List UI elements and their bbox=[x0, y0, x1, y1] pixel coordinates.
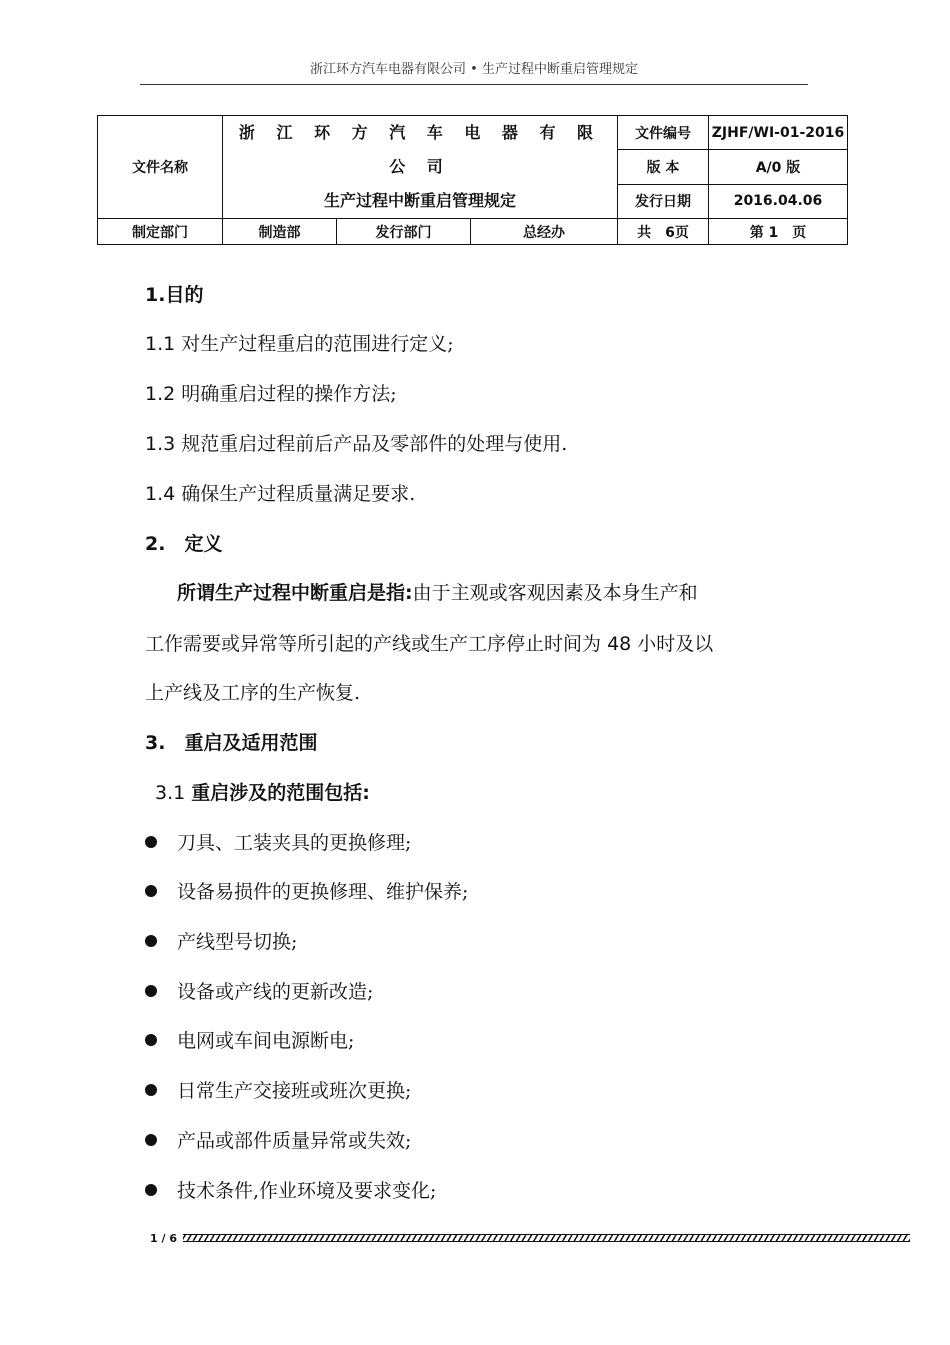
bullet-icon bbox=[145, 985, 157, 997]
definition-text-2b: 小时及以 bbox=[637, 633, 714, 655]
bullet-icon bbox=[145, 935, 157, 947]
running-header: 浙江环方汽车电器有限公司 • 生产过程中断重启管理规定 bbox=[140, 58, 808, 85]
dept-label: 制定部门 bbox=[98, 219, 223, 245]
list-item-text: 设备或产线的更新改造; bbox=[177, 981, 374, 1003]
doc-no-value: ZJHF/WI-01-2016 bbox=[709, 116, 848, 150]
list-item bbox=[145, 1177, 436, 1205]
item-1-1-text: 对生产过程重启的范围进行定义; bbox=[181, 333, 454, 355]
version-label: 版 本 bbox=[618, 150, 709, 184]
section-2-heading: 2. 定义 bbox=[145, 533, 223, 555]
document-info-table bbox=[97, 115, 848, 245]
list-item bbox=[145, 1127, 411, 1155]
doc-no-label: 文件编号 bbox=[618, 116, 709, 150]
list-item bbox=[145, 829, 411, 857]
section-3-heading: 3. 重启及适用范围 bbox=[145, 732, 318, 754]
bullet-icon bbox=[145, 1184, 157, 1196]
issuer-label: 发行部门 bbox=[337, 219, 471, 245]
section-1-heading: 1.目的 bbox=[145, 284, 204, 306]
item-1-3 bbox=[145, 430, 567, 458]
company-name: 浙 江 环 方 汽 车 电 器 有 限 公 司 bbox=[238, 123, 602, 176]
definition-line-1 bbox=[177, 579, 698, 607]
list-item-text: 产线型号切换; bbox=[177, 931, 298, 953]
item-1-3-number: 1.3 bbox=[145, 433, 176, 455]
definition-text-2a: 工作需要或异常等所引起的产线或生产工序停止时间为 bbox=[145, 633, 602, 655]
list-item bbox=[145, 1027, 354, 1055]
item-1-3-text: 规范重启过程前后产品及零部件的处理与使用. bbox=[181, 433, 568, 455]
item-3-1-number: 3.1 bbox=[155, 782, 186, 804]
item-3-1-text: 重启涉及的范围包括: bbox=[191, 782, 370, 804]
footer-hatch-rule bbox=[183, 1234, 910, 1242]
definition-text-1: 由于主观或客观因素及本身生产和 bbox=[412, 582, 698, 604]
issue-date-label: 发行日期 bbox=[618, 184, 709, 218]
version-value: A/0 版 bbox=[709, 150, 848, 184]
list-item bbox=[145, 928, 297, 956]
list-item bbox=[145, 878, 468, 906]
dept-value: 制造部 bbox=[223, 219, 337, 245]
list-item-text: 技术条件,作业环境及要求变化; bbox=[177, 1180, 437, 1202]
list-item-text: 设备易损件的更换修理、维护保养; bbox=[177, 881, 469, 903]
item-1-2-text: 明确重启过程的操作方法; bbox=[181, 383, 397, 405]
page-footer bbox=[150, 1231, 910, 1245]
bullet-icon bbox=[145, 1084, 157, 1096]
list-item-text: 产品或部件质量异常或失效; bbox=[177, 1130, 412, 1152]
page-number: 第 1 页 bbox=[709, 219, 848, 245]
list-item-text: 日常生产交接班或班次更换; bbox=[177, 1080, 412, 1102]
list-item bbox=[145, 1077, 411, 1105]
item-1-4-text: 确保生产过程质量满足要求. bbox=[181, 483, 416, 505]
list-item-text: 刀具、工装夹具的更换修理; bbox=[177, 832, 412, 854]
definition-term: 所谓生产过程中断重启是指: bbox=[177, 582, 413, 604]
doc-title: 生产过程中断重启管理规定 bbox=[323, 191, 516, 210]
bullet-icon bbox=[145, 1034, 157, 1046]
bullet-icon bbox=[145, 836, 157, 848]
doc-name-label: 文件名称 bbox=[98, 116, 223, 219]
item-1-4-number: 1.4 bbox=[145, 483, 176, 505]
list-item bbox=[145, 978, 373, 1006]
item-1-2-number: 1.2 bbox=[145, 383, 176, 405]
total-pages: 共 6页 bbox=[618, 219, 709, 245]
doc-title-block bbox=[223, 116, 618, 219]
item-1-1-number: 1.1 bbox=[145, 333, 176, 355]
item-1-4 bbox=[145, 480, 415, 508]
definition-line-3: 上产线及工序的生产恢复. bbox=[145, 682, 361, 704]
page-indicator: 1 / 6 bbox=[150, 1231, 177, 1245]
bullet-icon bbox=[145, 1134, 157, 1146]
list-item-text: 电网或车间电源断电; bbox=[177, 1030, 355, 1052]
bullet-icon bbox=[145, 885, 157, 897]
issue-date-value: 2016.04.06 bbox=[709, 184, 848, 218]
issuer-value: 总经办 bbox=[471, 219, 618, 245]
definition-line-2 bbox=[145, 630, 713, 658]
item-1-2 bbox=[145, 380, 397, 408]
definition-hours: 48 bbox=[607, 633, 632, 655]
item-1-1 bbox=[145, 330, 454, 358]
item-3-1 bbox=[155, 779, 370, 807]
